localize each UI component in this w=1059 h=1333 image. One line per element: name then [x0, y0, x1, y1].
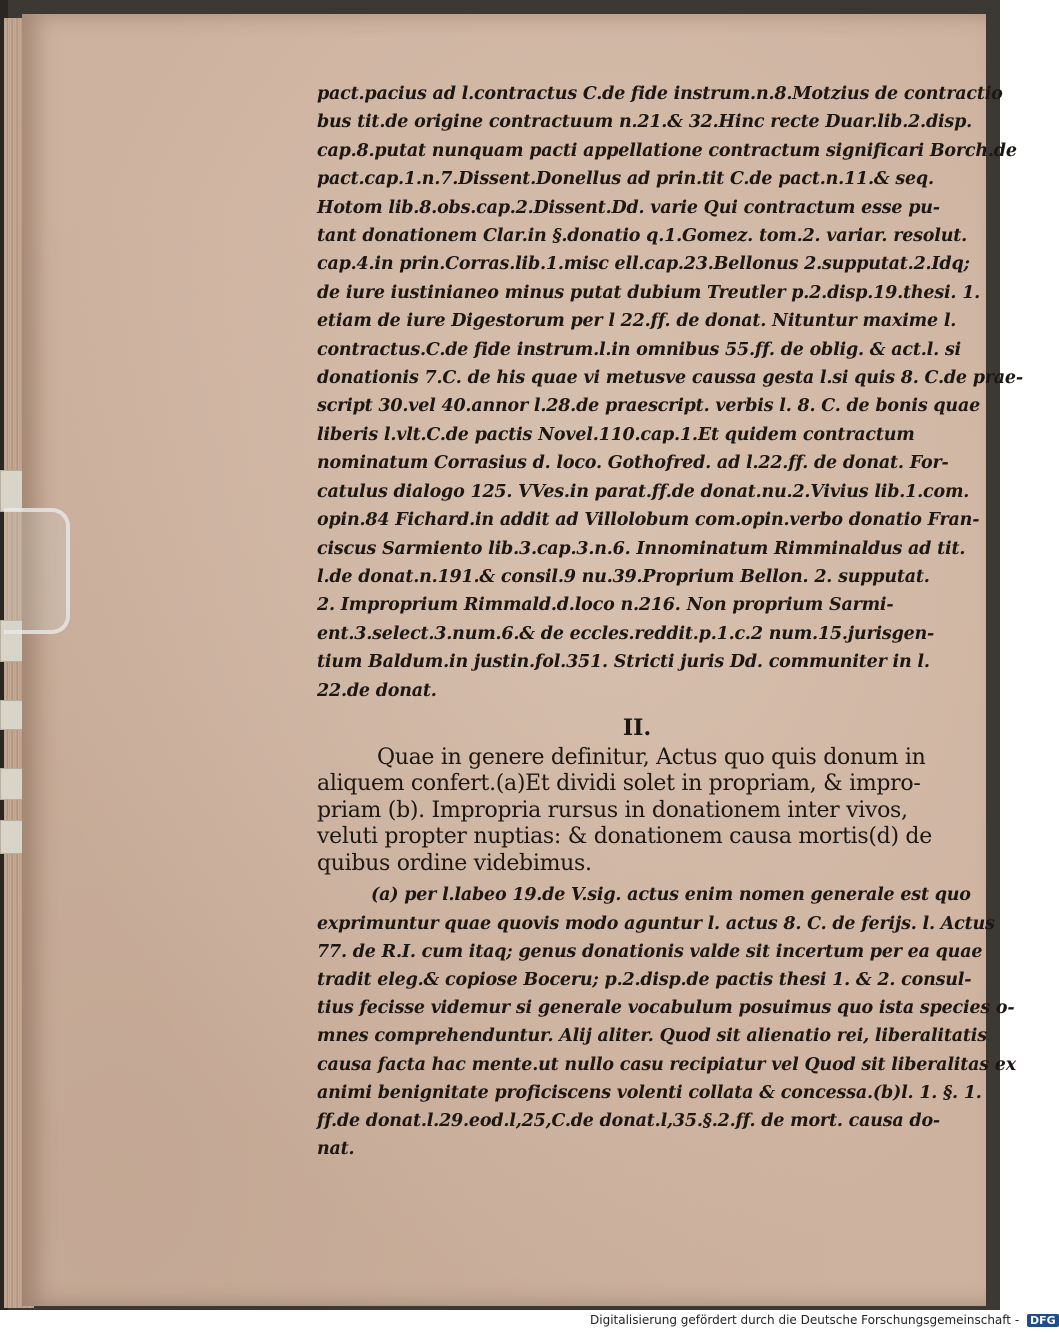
- text-line: 77. de R.I. cum itaq; genus donationis valde sit incertum per ea quae: [317, 941, 983, 962]
- dfg-logo: DFG: [1027, 1314, 1059, 1327]
- text-line: ff.de donat.l.29.eod.l,25,C.de donat.l,35.§.2.ff. de mort. causa do-: [317, 1111, 940, 1132]
- text-line: pact.pacius ad l.contractus C.de fide instrum.n.8.Motzius de contractio: [317, 84, 1003, 104]
- text-line: catulus dialogo 125. VVes.in parat.ff.de donat.nu.2.Vivius lib.1.com.: [317, 481, 970, 502]
- text-line: bus tit.de origine contractuum n.21.& 32.Hinc recte Duar.lib.2.disp.: [317, 112, 973, 133]
- text-line: ent.3.select.3.num.6.& de eccles.reddit.p.1.c.2 num.15.jurisgen-: [317, 623, 935, 644]
- text-line: aliquem confert.(a)Et dividi solet in propriam, & impro-: [317, 771, 921, 797]
- text-line: opin.84 Fichard.in addit ad Villolobum com.opin.verbo donatio Fran-: [317, 510, 980, 531]
- text-line: etiam de iure Digestorum per l 22.ff. de donat. Nituntur maxime l.: [317, 311, 957, 332]
- text-line: priam (b). Impropria rursus in donationem inter vivos,: [317, 797, 908, 823]
- text-line: exprimuntur quae quovis modo aguntur l. actus 8. C. de ferijs. l. Actus: [317, 913, 995, 934]
- text-line: de iure iustinianeo minus putat dubium Treutler p.2.disp.19.thesi. 1.: [317, 282, 981, 303]
- text-line: ciscus Sarmiento lib.3.cap.3.n.6. Innominatum Rimminaldus ad tit.: [317, 538, 966, 559]
- text-line: nat.: [317, 1139, 355, 1160]
- footnotes-bottom: [317, 881, 1016, 1163]
- text-line: nominatum Corrasius d. loco. Gothofred. ad l.22.ff. de donat. For-: [317, 453, 949, 474]
- text-line: tius fecisse videmur si generale vocabulum posuimus quo ista species o-: [317, 998, 1015, 1019]
- text-line: 22.de donat.: [317, 680, 437, 701]
- text-line: tium Baldum.in justin.fol.351. Stricti juris Dd. communiter in l.: [317, 652, 930, 673]
- text-line: (a) per l.labeo 19.de V.sig. actus enim nomen generale est quo: [371, 885, 971, 906]
- text-line: tradit eleg.& copiose Boceru; p.2.disp.de pactis thesi 1. & 2. consul-: [317, 970, 972, 991]
- text-line: liberis l.vlt.C.de pactis Novel.110.cap.1.Et quidem contractum: [317, 424, 915, 445]
- text-line: pact.cap.1.n.7.Dissent.Donellus ad prin.tit C.de pact.n.11.& seq.: [317, 169, 934, 190]
- text-line: causa facta hac mente.ut nullo casu recipiatur vel Quod sit liberalitas ex: [317, 1054, 1016, 1075]
- text-line: Hotom lib.8.obs.cap.2.Dissent.Dd. varie Qui contractum esse pu-: [317, 197, 940, 218]
- text-line: cap.8.putat nunquam pacti appellatione contractum significari Borch.de: [317, 140, 1017, 161]
- text-line: script 30.vel 40.annor l.28.de praescript. verbis l. 8. C. de bonis quae: [317, 396, 981, 417]
- text-line: animi benignitate proficiscens volenti collata & concessa.(b)l. 1. §. 1.: [317, 1082, 982, 1103]
- footer-text: Digitalisierung gefördert durch die Deutsche Forschungsgemeinschaft -: [590, 1313, 1020, 1327]
- text-line: 2. Improprium Rimmald.d.loco n.216. Non proprium Sarmi-: [317, 595, 894, 616]
- text-line: donationis 7.C. de his quae vi metusve caussa gesta l.si quis 8. C.de prae-: [317, 368, 1023, 389]
- digitization-footer: [590, 1313, 1056, 1331]
- text-line: tant donationem Clar.in §.donatio q.1.Gomez. tom.2. variar. resolut.: [317, 226, 968, 247]
- section-number: II.: [622, 714, 652, 741]
- text-line: cap.4.in prin.Corras.lib.1.misc ell.cap.23.Bellonus 2.supputat.2.Idq;: [317, 254, 970, 275]
- text-line: contractus.C.de fide instrum.l.in omnibus 55.ff. de oblig. & act.l. si: [317, 339, 961, 360]
- main-paragraph: [317, 745, 957, 878]
- text-line: Quae in genere definitur, Actus quo quis donum in: [377, 744, 926, 770]
- page-clip: [4, 508, 70, 634]
- page-text: [317, 80, 1023, 1163]
- text-line: veluti propter nuptias: & donationem causa mortis(d) de: [317, 824, 932, 850]
- text-line: quibus ordine videbimus.: [317, 850, 592, 876]
- footnotes-top: [317, 80, 1023, 705]
- text-line: mnes comprehenduntur. Alij aliter. Quod sit alienatio rei, liberalitatis: [317, 1026, 987, 1047]
- text-line: l.de donat.n.191.& consil.9 nu.39.Proprium Bellon. 2. supputat.: [317, 566, 930, 587]
